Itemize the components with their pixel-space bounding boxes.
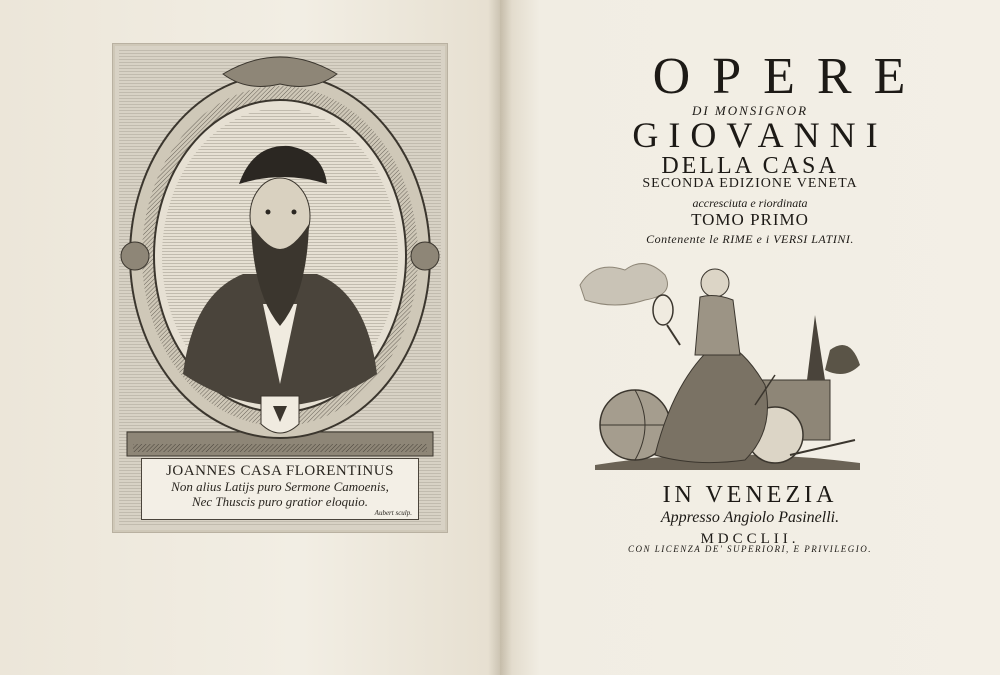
title-opere: OPERE (652, 48, 928, 105)
title-contents: Contenente le RIME e i VERSI LATINI. (646, 232, 854, 246)
caption-verse-1: Non alius Latijs puro Sermone Camoenis, (171, 479, 389, 494)
imprint-city: IN VENEZIA (662, 482, 838, 508)
caption-name: JOANNES CASA FLORENTINUS (166, 463, 394, 479)
imprint-year: MDCCLII. (700, 531, 800, 547)
title-di-monsignor: DI MONSIGNOR (691, 103, 809, 118)
title-subtitle: accresciuta e riordinata (692, 196, 808, 210)
title-edition: SECONDA EDIZIONE VENETA (642, 176, 858, 191)
imprint-license: CON LICENZA DE' SUPERIORI, E PRIVILEGIO. (628, 544, 872, 554)
frontispiece-caption (141, 458, 419, 520)
allegorical-vignette (575, 255, 865, 475)
engraver-signature: Aubert sculp. (374, 509, 412, 517)
title-volume: TOMO PRIMO (691, 210, 809, 229)
imprint-printer: Appresso Angiolo Pasinelli. (660, 509, 840, 526)
title-giovanni: GIOVANNI (632, 115, 888, 155)
title-della-casa: DELLA CASA (661, 153, 839, 179)
caption-verse-2: Nec Thuscis puro gratior eloquio. (191, 494, 369, 509)
frontispiece-plate (112, 43, 448, 533)
